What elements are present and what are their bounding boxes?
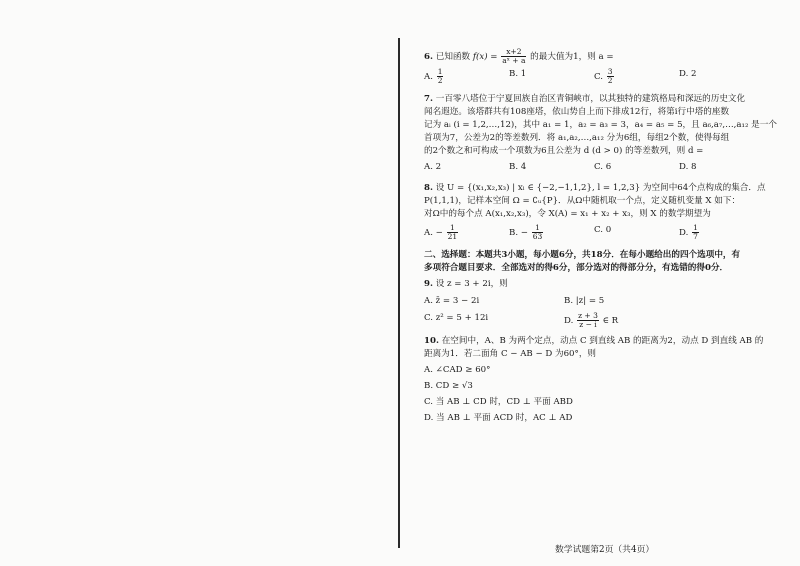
option-b: B. 1 [509,69,527,79]
question-number: 9. [424,279,433,289]
binding-line [398,38,400,548]
question-7 [424,93,800,174]
question-number: 6. [424,52,433,62]
option-a: A. − $\frac{1}{21}$ [424,223,458,241]
option-d: D. 8 [679,162,697,172]
question-line: 闻名遐迩。该塔群共有108座塔，依山势自上而下排成12行，将第i行中塔的座数 [424,107,730,117]
question-line: 设 U = {(x₁,x₂,x₃) | xₗ ∈ {−2,−1,1,2}, l = 1,2,3} 为空间中64个点构成的集合．点 [435,183,766,193]
option-d: D. $\frac{z + 3}{z - i}$ ∈ R [564,311,619,329]
question-number: 10. [424,336,439,346]
question-line: P(1,1,1)，记样本空间 Ω = ∁ᵤ{P}．从Ω中随机取一个点，定义随机变量 X 如下： [424,196,741,206]
option-a: A. 2 [424,162,442,172]
question-6 [424,48,800,85]
section-2-instructions: 在每小题给出的四个选项中，有 [619,250,741,260]
option-b: B. |z| = 5 [564,296,605,306]
question-line: 首项为7，公差为2的等差数列．将 a₁,a₂,…,a₁₂ 分为6组，每组2个数，使得每组 [424,133,730,143]
page-content [424,48,800,427]
option-d: D. $\frac{1}{7}$ [679,223,698,241]
option-d: D. 2 [679,69,697,79]
question-number: 8. [424,183,433,193]
question-line: 的2个数之和可构成一个项数为6且公差为 d (d > 0) 的等差数列，则 d = [424,146,704,156]
question-line: 记为 aᵢ (i = 1,2,…,12)，其中 a₁ = 1，a₂ = a₃ = 3，a₄ = a₅ = 5，且 a₆,a₇,…,a₁₂ 是一个 [424,120,777,130]
question-stem: 设 z = 3 + 2i，则 [435,279,508,289]
option-d: D. 当 AB ⊥ 平面 ACD 时，AC ⊥ AD [424,413,573,423]
question-9 [424,278,800,329]
section-2-instructions-cont: 多项符合题目要求．全部选对的得6分，部分选对的得部分分，有选错的得0分． [424,263,729,273]
question-line: 对Ω中的每个点 A(x₁,x₂,x₃)，令 X(A) = x₁ + x₂ + x₃，则 X 的数学期望为 [424,209,711,219]
question-stem: 已知函数 [435,52,471,62]
option-c: C. 当 AB ⊥ CD 时，CD ⊥ 平面 ABD [424,397,573,407]
option-b: B. 4 [509,162,527,172]
question-stem-end: 的最大值为1，则 a = [530,52,614,62]
option-c: C. 6 [594,162,612,172]
section-2-header [424,249,800,275]
option-b: B. − $\frac{1}{63}$ [509,223,543,241]
option-b: B. CD ≥ √3 [424,381,473,391]
option-c: C. $\frac{3}{2}$ [594,67,613,85]
function-fraction: $\frac{x+2}{\text{aˣ + a}}$ [502,47,526,65]
option-a: A. ∠CAD ≥ 60° [424,365,491,375]
question-10 [424,335,800,425]
question-line: 在空间中，A、B 为两个定点，动点 C 到直线 AB 的距离为2，动点 D 到直线 AB 的 [441,336,764,346]
question-line: 距离为1．若二面角 C − AB − D 为60°，则 [424,349,597,359]
option-c: C. 0 [594,225,612,235]
function-label: f(x) = [472,52,498,62]
option-a: A. $\frac{1}{2}$ [424,67,443,85]
option-c: C. z² = 5 + 12i [424,313,489,323]
page-footer: 数学试题第2页（共4页） [555,545,655,555]
section-2-title: 二、选择题：本题共3小题，每小题6分，共18分． [424,250,620,260]
option-a: A. z̄ = 3 − 2i [424,296,480,306]
question-8 [424,182,800,241]
question-number: 7. [424,94,433,104]
question-line: 一百零八塔位于宁夏回族自治区青铜峡市，以其独特的建筑格局和深远的历史文化 [435,94,746,104]
